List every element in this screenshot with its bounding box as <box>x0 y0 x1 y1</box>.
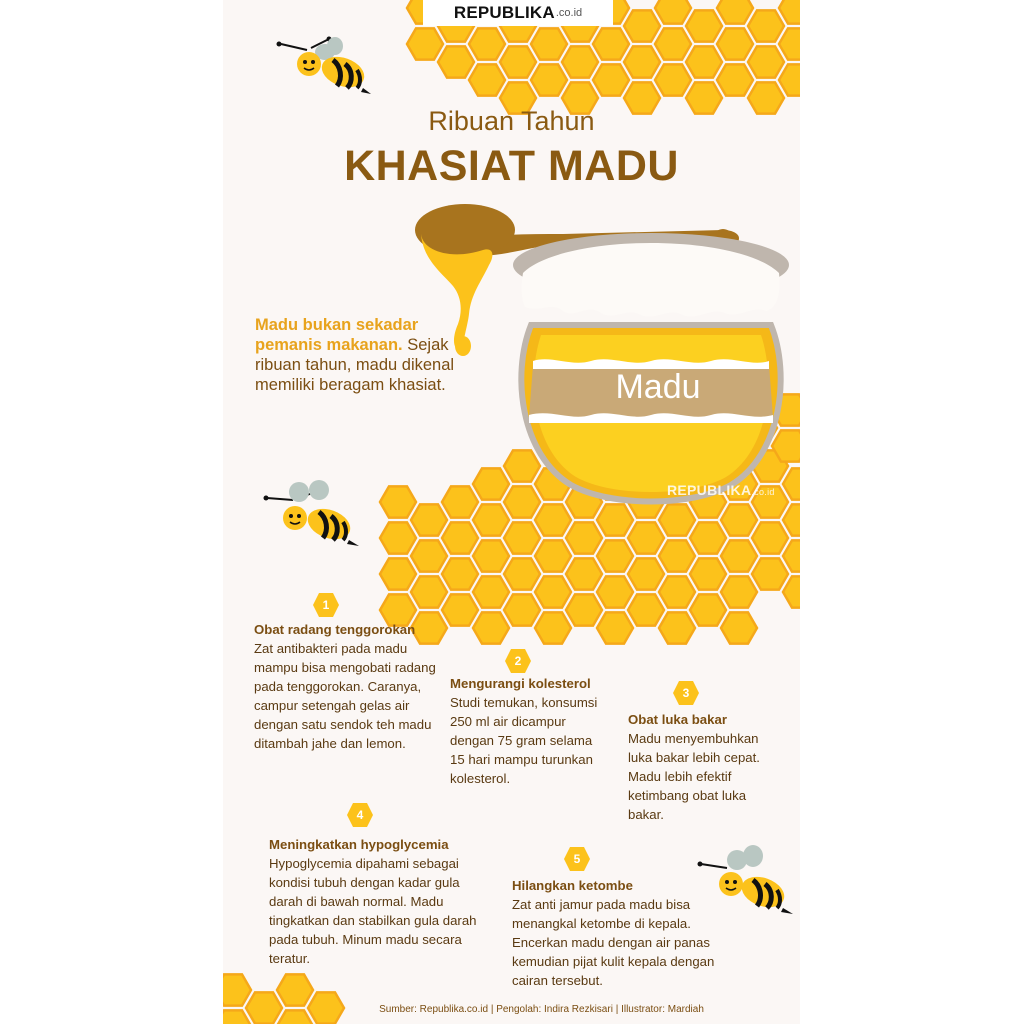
honeycomb-cell <box>593 64 629 95</box>
benefit-1 <box>254 620 444 753</box>
honeycomb-cell <box>597 576 633 607</box>
benefit-title: Hilangkan ketombe <box>512 878 633 893</box>
honeycomb-cell <box>531 28 567 59</box>
honeycomb-cell <box>686 10 722 41</box>
honeycomb-cell <box>717 28 753 59</box>
benefit-text: Madu menyembuhkan luka bakar lebih cepat. Madu lebih efektif ketimbang obat luka bakar. <box>628 731 760 822</box>
honeycomb-cell <box>779 0 800 24</box>
honeycomb-cell <box>690 522 726 553</box>
honeycomb-cell <box>531 64 567 95</box>
honeycomb-cell <box>721 612 757 643</box>
honeycomb-cell <box>473 540 509 571</box>
watermark: REPUBLIKA.co.id <box>667 482 775 498</box>
honeycomb-cell <box>659 540 695 571</box>
honeycomb-cell <box>752 558 788 589</box>
honeycomb-cell <box>469 28 505 59</box>
honeycomb-cell <box>721 576 757 607</box>
honeycomb-cell <box>504 594 540 625</box>
honeycomb-cell <box>690 594 726 625</box>
honeycomb-cell <box>535 576 571 607</box>
honeycomb-cell <box>628 558 664 589</box>
honeycomb-cell <box>779 64 800 95</box>
honeycomb-cell <box>504 558 540 589</box>
honeycomb-cell <box>783 540 800 571</box>
honeycomb-cell <box>690 558 726 589</box>
honeycomb-cell <box>748 10 784 41</box>
honeycomb-cell <box>442 522 478 553</box>
benefit-3 <box>628 710 778 824</box>
honeycomb-cell <box>624 46 660 77</box>
honeycomb-cell <box>473 504 509 535</box>
honeycomb-cell <box>223 974 251 1005</box>
honeycomb-cell <box>783 576 800 607</box>
honeycomb-cell <box>380 486 416 517</box>
honeycomb-cell <box>438 46 474 77</box>
honeycomb-cell <box>442 486 478 517</box>
benefit-title: Obat radang tenggorokan <box>254 622 416 637</box>
benefit-5 <box>512 876 737 990</box>
honeycomb-cell <box>562 46 598 77</box>
badge-number: 4 <box>356 808 364 822</box>
honeycomb-cell <box>748 46 784 77</box>
honeycomb-cell <box>535 612 571 643</box>
infographic-poster <box>223 0 800 1024</box>
benefit-text: Hypoglycemia dipahami sebagai kondisi tubuh dengan kadar gula darah di bawah normal. Madu tingkatkan dan stabilkan gula darah pada tubuh. Minum madu secara teratur. <box>269 856 477 966</box>
honeycomb-cell <box>655 0 691 24</box>
honeycomb-cell <box>597 612 633 643</box>
page-title: KHASIAT MADU <box>344 142 679 190</box>
benefit-4 <box>269 835 479 968</box>
honeycomb-cell <box>277 974 313 1005</box>
logo-text: REPUBLIKA <box>453 3 555 22</box>
benefit-title: Meningkatkan hypoglycemia <box>269 837 449 852</box>
honeycomb-cell <box>407 28 443 59</box>
honeycomb-cell <box>655 64 691 95</box>
intro-text <box>255 315 475 395</box>
source-credit: Sumber: Republika.co.id | Pengolah: Indira Rezkisari | Illustrator: Mardiah <box>379 1004 704 1015</box>
honeycomb-cell <box>411 540 447 571</box>
badge-number: 2 <box>514 654 522 668</box>
honeycomb-cell <box>628 594 664 625</box>
honeycomb-cell <box>473 468 509 499</box>
honeycomb-cell <box>593 28 629 59</box>
honeycomb-cell <box>442 594 478 625</box>
honeycomb-cell <box>535 540 571 571</box>
honeycomb-cell <box>411 576 447 607</box>
honeycomb-cell <box>597 540 633 571</box>
badge-number: 3 <box>682 686 690 700</box>
honeycomb-cell <box>380 558 416 589</box>
honeycomb-cell <box>659 612 695 643</box>
bee-icon-top <box>271 36 371 100</box>
honeycomb-cell <box>473 576 509 607</box>
benefit-title: Obat luka bakar <box>628 712 727 727</box>
honeycomb-cell <box>717 64 753 95</box>
jar-label: Madu <box>615 368 701 406</box>
intro-body: Sejak ribuan tahun, madu dikenal memiliki beragam khasiat. <box>255 336 455 394</box>
benefit-2 <box>450 674 610 788</box>
honeycomb-bottom <box>223 974 344 1024</box>
honeycomb-cell <box>442 558 478 589</box>
honeycomb-cell <box>469 64 505 95</box>
benefit-text: Zat anti jamur pada madu bisa menangkal ketombe di kepala. Encerkan madu dengan air panas kemudian pijat kulit kepala dengan cairan tersebut. <box>512 897 715 988</box>
logo-suffix: .co.id <box>555 7 583 19</box>
honeycomb-cell <box>686 46 722 77</box>
honey-jar-icon <box>511 215 800 510</box>
honeycomb-cell <box>566 594 602 625</box>
republika-logo <box>423 0 613 26</box>
honeycomb-cell <box>752 522 788 553</box>
honeycomb-cell <box>500 46 536 77</box>
honeycomb-cell <box>624 10 660 41</box>
honeycomb-cell <box>717 0 753 24</box>
badge-number: 5 <box>573 852 581 866</box>
honeycomb-cell <box>380 522 416 553</box>
honeycomb-cell <box>655 28 691 59</box>
benefit-text: Studi temukan, konsumsi 250 ml air dicampur dengan 75 gram selama 15 hari mampu turunkan kolesterol. <box>450 695 598 786</box>
honeycomb-cell <box>659 576 695 607</box>
honeycomb-cell <box>628 522 664 553</box>
benefit-text: Zat antibakteri pada madu mampu bisa mengobati radang pada tenggorokan. Caranya, campur setengah gelas air dengan satu sendok teh madu ditambah jahe dan lemon. <box>254 641 436 751</box>
intro-highlight: Madu bukan sekadar pemanis makanan. <box>255 316 419 354</box>
benefit-title: Mengurangi kolesterol <box>450 676 591 691</box>
page-subtitle: Ribuan Tahun <box>428 106 595 136</box>
bee-icon-middle <box>263 476 363 548</box>
honeycomb-cell <box>779 28 800 59</box>
honeycomb-cell <box>223 1010 251 1024</box>
honeycomb-cell <box>721 540 757 571</box>
honeycomb-cell <box>566 558 602 589</box>
honeycomb-cell <box>411 504 447 535</box>
honeycomb-cell <box>473 612 509 643</box>
badge-number: 1 <box>322 598 330 612</box>
honeycomb-cell <box>566 522 602 553</box>
honeycomb-cell <box>504 522 540 553</box>
